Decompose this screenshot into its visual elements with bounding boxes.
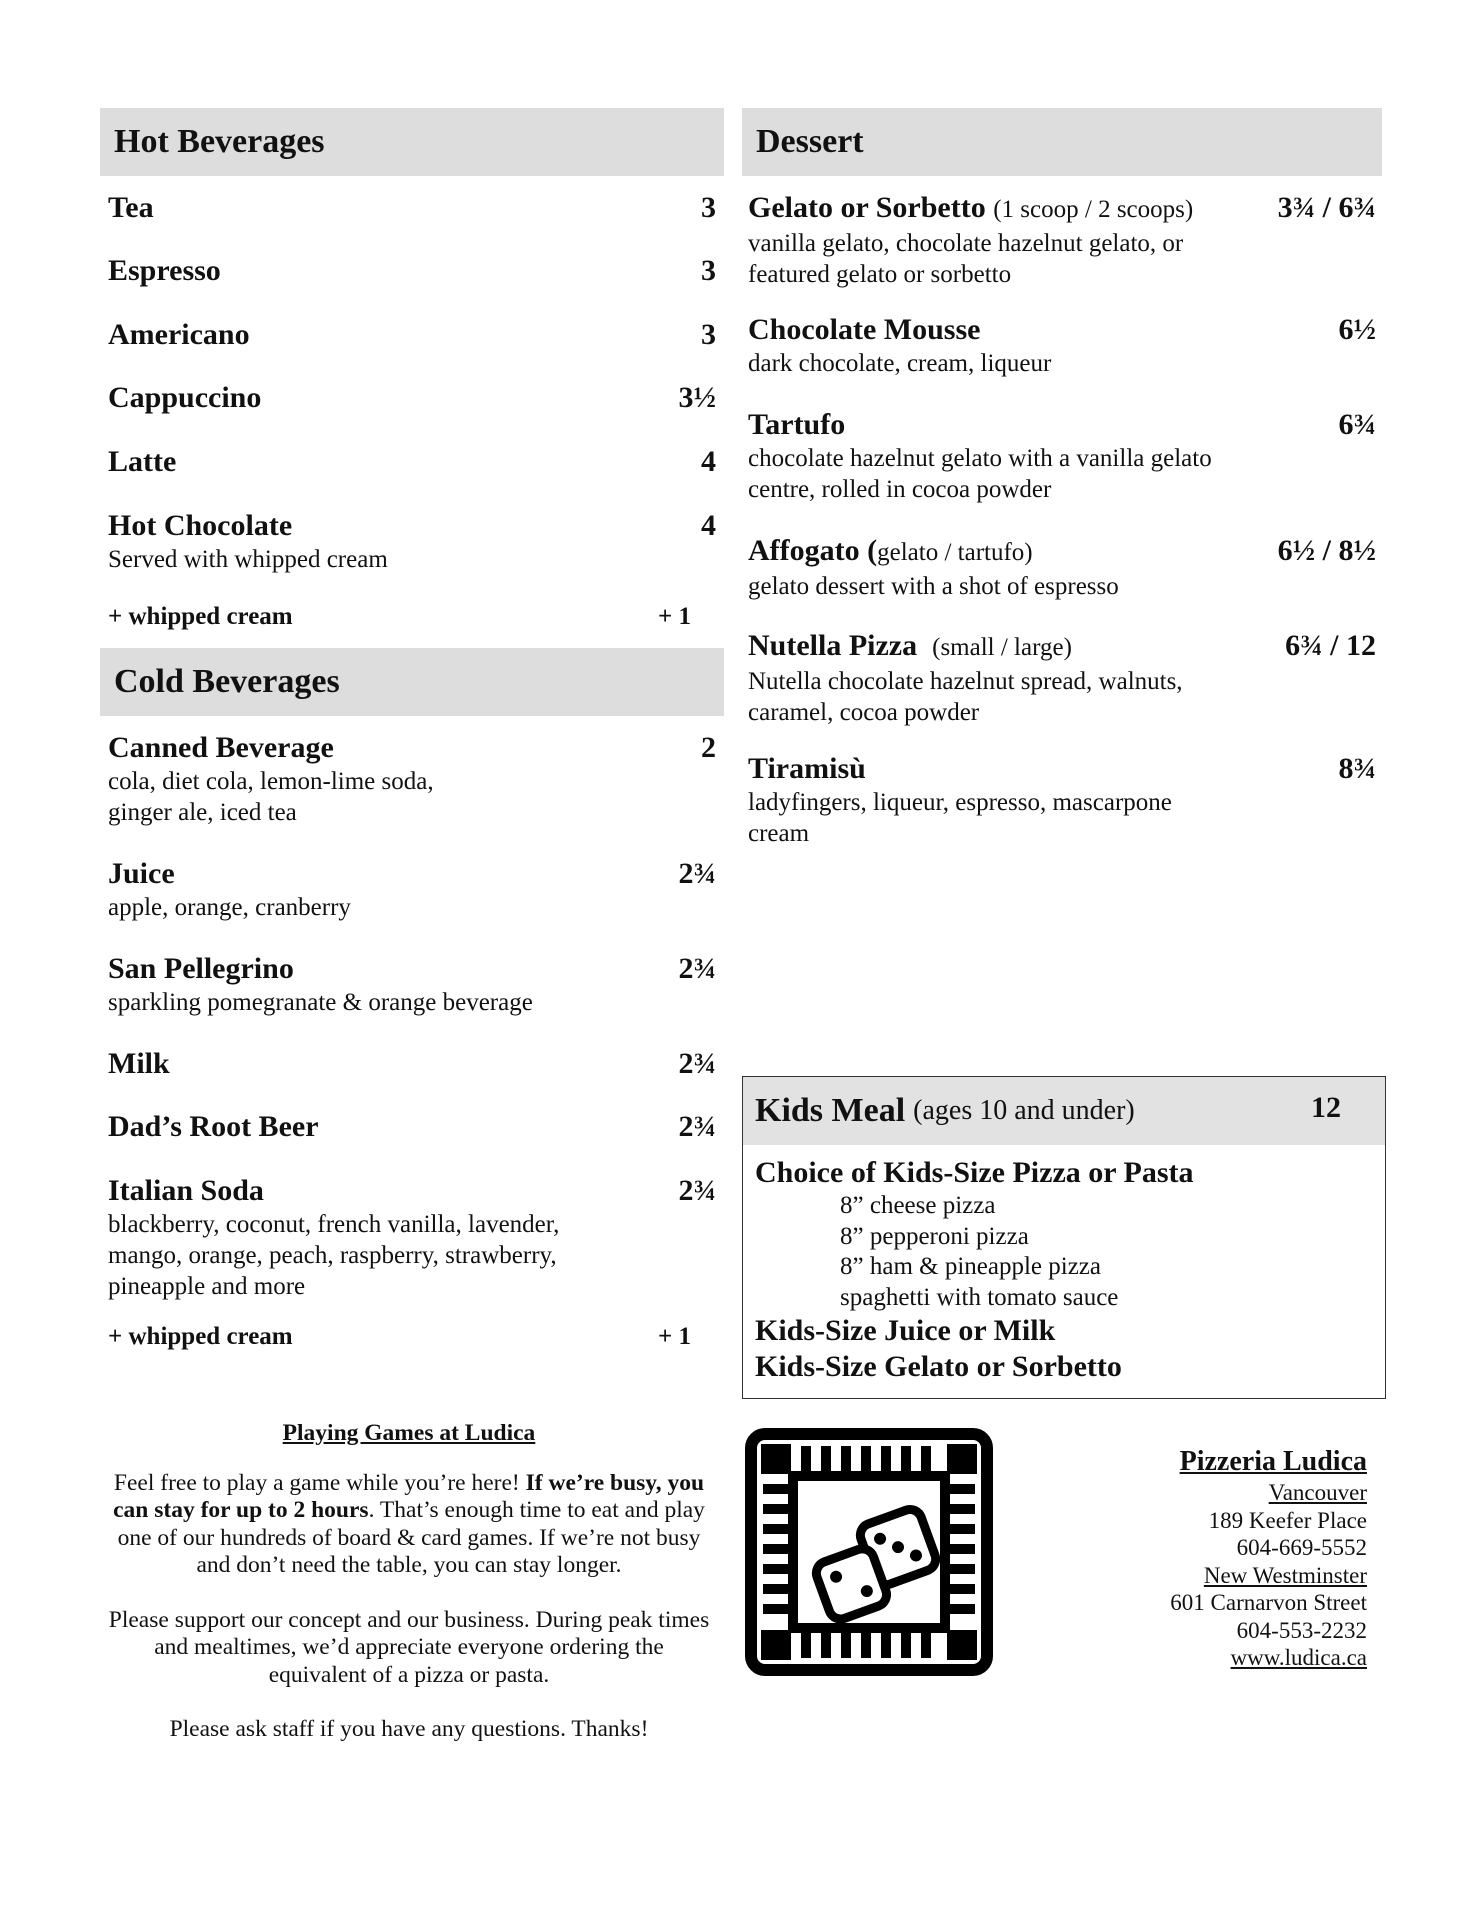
- games-p1-bold: If we’re busy, you can stay for up to 2 hours: [113, 1469, 705, 1523]
- games-paragraph-1: [106, 1470, 712, 1580]
- menu-item-gelato: [748, 190, 1376, 290]
- kids-meal-heading: [743, 1077, 1385, 1145]
- kids-option: 8” ham & pineapple pizza: [840, 1253, 1101, 1280]
- item-price: 3: [701, 191, 716, 224]
- item-name: Chocolate Mousse: [748, 313, 981, 346]
- hot-beverages-heading: Hot Beverages: [100, 108, 724, 176]
- location-new-westminster: New Westminster: [1203, 1562, 1367, 1588]
- location-vancouver: Vancouver: [1268, 1480, 1367, 1505]
- item-price: 2¾: [678, 1174, 716, 1207]
- item-name: Milk: [108, 1047, 170, 1080]
- item-desc: caramel, cocoa powder: [748, 699, 980, 726]
- menu-item-juice: [108, 856, 716, 923]
- kids-option: 8” pepperoni pizza: [840, 1222, 1029, 1250]
- games-paragraph-3: Please ask staff if you have any questions. Thanks!: [169, 1716, 649, 1742]
- item-price: 3½: [678, 381, 716, 414]
- item-name: Canned Beverage: [108, 731, 334, 764]
- games-info: [106, 1420, 712, 1771]
- item-name: Espresso: [108, 254, 221, 287]
- item-desc: vanilla gelato, chocolate hazelnut gelato, or: [748, 230, 1184, 257]
- item-name: San Pellegrino: [108, 952, 294, 985]
- item-price: 8¾: [1338, 752, 1376, 785]
- item-name: [748, 628, 1376, 666]
- item-desc: cream: [748, 820, 810, 847]
- phone-vancouver: 604-669-5552: [1236, 1535, 1367, 1560]
- right-column: [742, 108, 1382, 847]
- board-game-dice-icon: [745, 1428, 993, 1681]
- menu-item-espresso: [108, 253, 716, 289]
- games-paragraph-2: Please support our concept and our business. During peak times and mealtimes, we’d appreciate everyone ordering the equivalent of a pizza or pasta.: [108, 1606, 710, 1688]
- item-desc: blackberry, coconut, french vanilla, lavender,: [108, 1211, 560, 1238]
- item-desc: ginger ale, iced tea: [108, 799, 297, 826]
- menu-item-nutella-pizza: [748, 628, 1376, 728]
- item-desc: pineapple and more: [108, 1273, 306, 1300]
- kids-choice-drink: Kids-Size Juice or Milk: [755, 1314, 1056, 1347]
- item-name: Italian Soda: [108, 1174, 264, 1207]
- menu-item-hot-chocolate: [108, 508, 716, 575]
- menu-item-italian-soda: [108, 1173, 716, 1302]
- phone-new-westminster: 604-553-2232: [1236, 1617, 1367, 1643]
- menu-item-cappuccino: [108, 380, 716, 416]
- item-name: Cappuccino: [108, 381, 262, 414]
- item-price: 6½: [1338, 313, 1376, 346]
- item-name-text: Nutella Pizza: [748, 629, 918, 662]
- item-price: 2: [701, 731, 716, 764]
- extra-price: + 1: [658, 1323, 691, 1350]
- left-column: [100, 108, 724, 1350]
- item-note: (small / large): [932, 634, 1072, 661]
- kids-meal-title: Kids Meal: [755, 1092, 906, 1129]
- item-desc: chocolate hazelnut gelato with a vanilla gelato: [748, 445, 1212, 472]
- item-name-text: Gelato or Sorbetto: [748, 191, 986, 224]
- item-desc: Nutella chocolate hazelnut spread, walnuts,: [748, 668, 1183, 695]
- cold-beverages-heading: Cold Beverages: [100, 648, 724, 716]
- dessert-heading: Dessert: [742, 108, 1382, 176]
- website-link[interactable]: www.ludica.ca: [1230, 1645, 1367, 1670]
- item-desc: featured gelato or sorbetto: [748, 261, 1012, 288]
- address-vancouver: 189 Keefer Place: [1208, 1507, 1367, 1533]
- extra-name: + whipped cream: [108, 603, 293, 630]
- item-desc: cola, diet cola, lemon-lime soda,: [108, 768, 434, 795]
- games-p1-rest: . That’s enough time to eat and play one of our hundreds of board & card games. If we’re not busy and don’t need the table, you can stay longer.: [117, 1497, 705, 1578]
- kids-meal-body: [743, 1145, 1385, 1385]
- item-price: 3: [701, 254, 716, 287]
- item-name-text: Affogato (: [748, 534, 878, 567]
- kids-meal-price: 12: [1311, 1091, 1341, 1124]
- kids-option: spaghetti with tomato sauce: [840, 1283, 1119, 1311]
- item-price: 2¾: [678, 1110, 716, 1143]
- item-price: 3¾ / 6¾: [1277, 191, 1376, 224]
- item-price: 2¾: [678, 952, 716, 985]
- restaurant-name: Pizzeria Ludica: [1179, 1446, 1367, 1477]
- menu-extra-whipped-cream-cold: [108, 1322, 716, 1352]
- item-name: Hot Chocolate: [108, 509, 293, 542]
- item-price: 3: [701, 318, 716, 351]
- menu-item-tea: [108, 190, 716, 226]
- item-desc: centre, rolled in cocoa powder: [748, 476, 1052, 503]
- item-desc: mango, orange, peach, raspberry, strawberry,: [108, 1242, 557, 1269]
- kids-option: 8” cheese pizza: [840, 1192, 996, 1219]
- menu-item-milk: [108, 1046, 716, 1082]
- menu-item-latte: [108, 444, 716, 480]
- menu-item-dads-root-beer: [108, 1109, 716, 1145]
- item-name: Juice: [108, 857, 175, 890]
- extra-price: + 1: [658, 603, 691, 630]
- item-price: 2¾: [678, 1047, 716, 1080]
- item-desc: ladyfingers, liqueur, espresso, mascarpone: [748, 789, 1172, 816]
- item-price: 6½ / 8½: [1277, 534, 1376, 567]
- item-desc: apple, orange, cranberry: [108, 894, 351, 921]
- item-name: Tiramisù: [748, 752, 866, 785]
- item-price: 6¾: [1338, 408, 1376, 441]
- item-name: Tea: [108, 191, 154, 224]
- games-title: Playing Games at Ludica: [282, 1420, 536, 1446]
- contact-info: [1027, 1445, 1367, 1672]
- menu-item-canned-beverage: [108, 730, 716, 828]
- kids-choice-dessert: Kids-Size Gelato or Sorbetto: [755, 1350, 1122, 1383]
- item-price: 4: [701, 445, 716, 478]
- menu-item-chocolate-mousse: [748, 312, 1376, 379]
- item-desc: gelato dessert with a shot of espresso: [748, 573, 1119, 600]
- item-price: 4: [701, 509, 716, 542]
- address-new-westminster: 601 Carnarvon Street: [1170, 1590, 1367, 1615]
- item-name: Americano: [108, 318, 250, 351]
- item-desc: Served with whipped cream: [108, 546, 388, 573]
- games-p1-intro: Feel free to play a game while you’re here!: [113, 1469, 526, 1496]
- item-price: 6¾ / 12: [1285, 629, 1376, 662]
- menu-item-tartufo: [748, 407, 1376, 505]
- item-desc: dark chocolate, cream, liqueur: [748, 350, 1052, 377]
- item-price: 2¾: [678, 857, 716, 890]
- item-note: (1 scoop / 2 scoops): [993, 196, 1194, 223]
- kids-choice-pizza-pasta: Choice of Kids-Size Pizza or Pasta: [755, 1156, 1194, 1189]
- menu-item-americano: [108, 317, 716, 353]
- menu-item-san-pellegrino: [108, 951, 716, 1018]
- item-name: Latte: [108, 445, 177, 478]
- item-name: Dad’s Root Beer: [108, 1110, 319, 1143]
- item-note: gelato / tartufo): [877, 539, 1033, 566]
- kids-meal-subtitle: (ages 10 and under): [913, 1095, 1135, 1126]
- kids-meal-box: [742, 1076, 1386, 1399]
- item-desc: sparkling pomegranate & orange beverage: [108, 989, 533, 1016]
- menu-item-affogato: [748, 533, 1376, 602]
- item-name: Tartufo: [748, 408, 846, 441]
- extra-name: + whipped cream: [108, 1323, 293, 1350]
- menu-item-tiramisu: [748, 751, 1376, 849]
- menu-extra-whipped-cream: [108, 602, 716, 632]
